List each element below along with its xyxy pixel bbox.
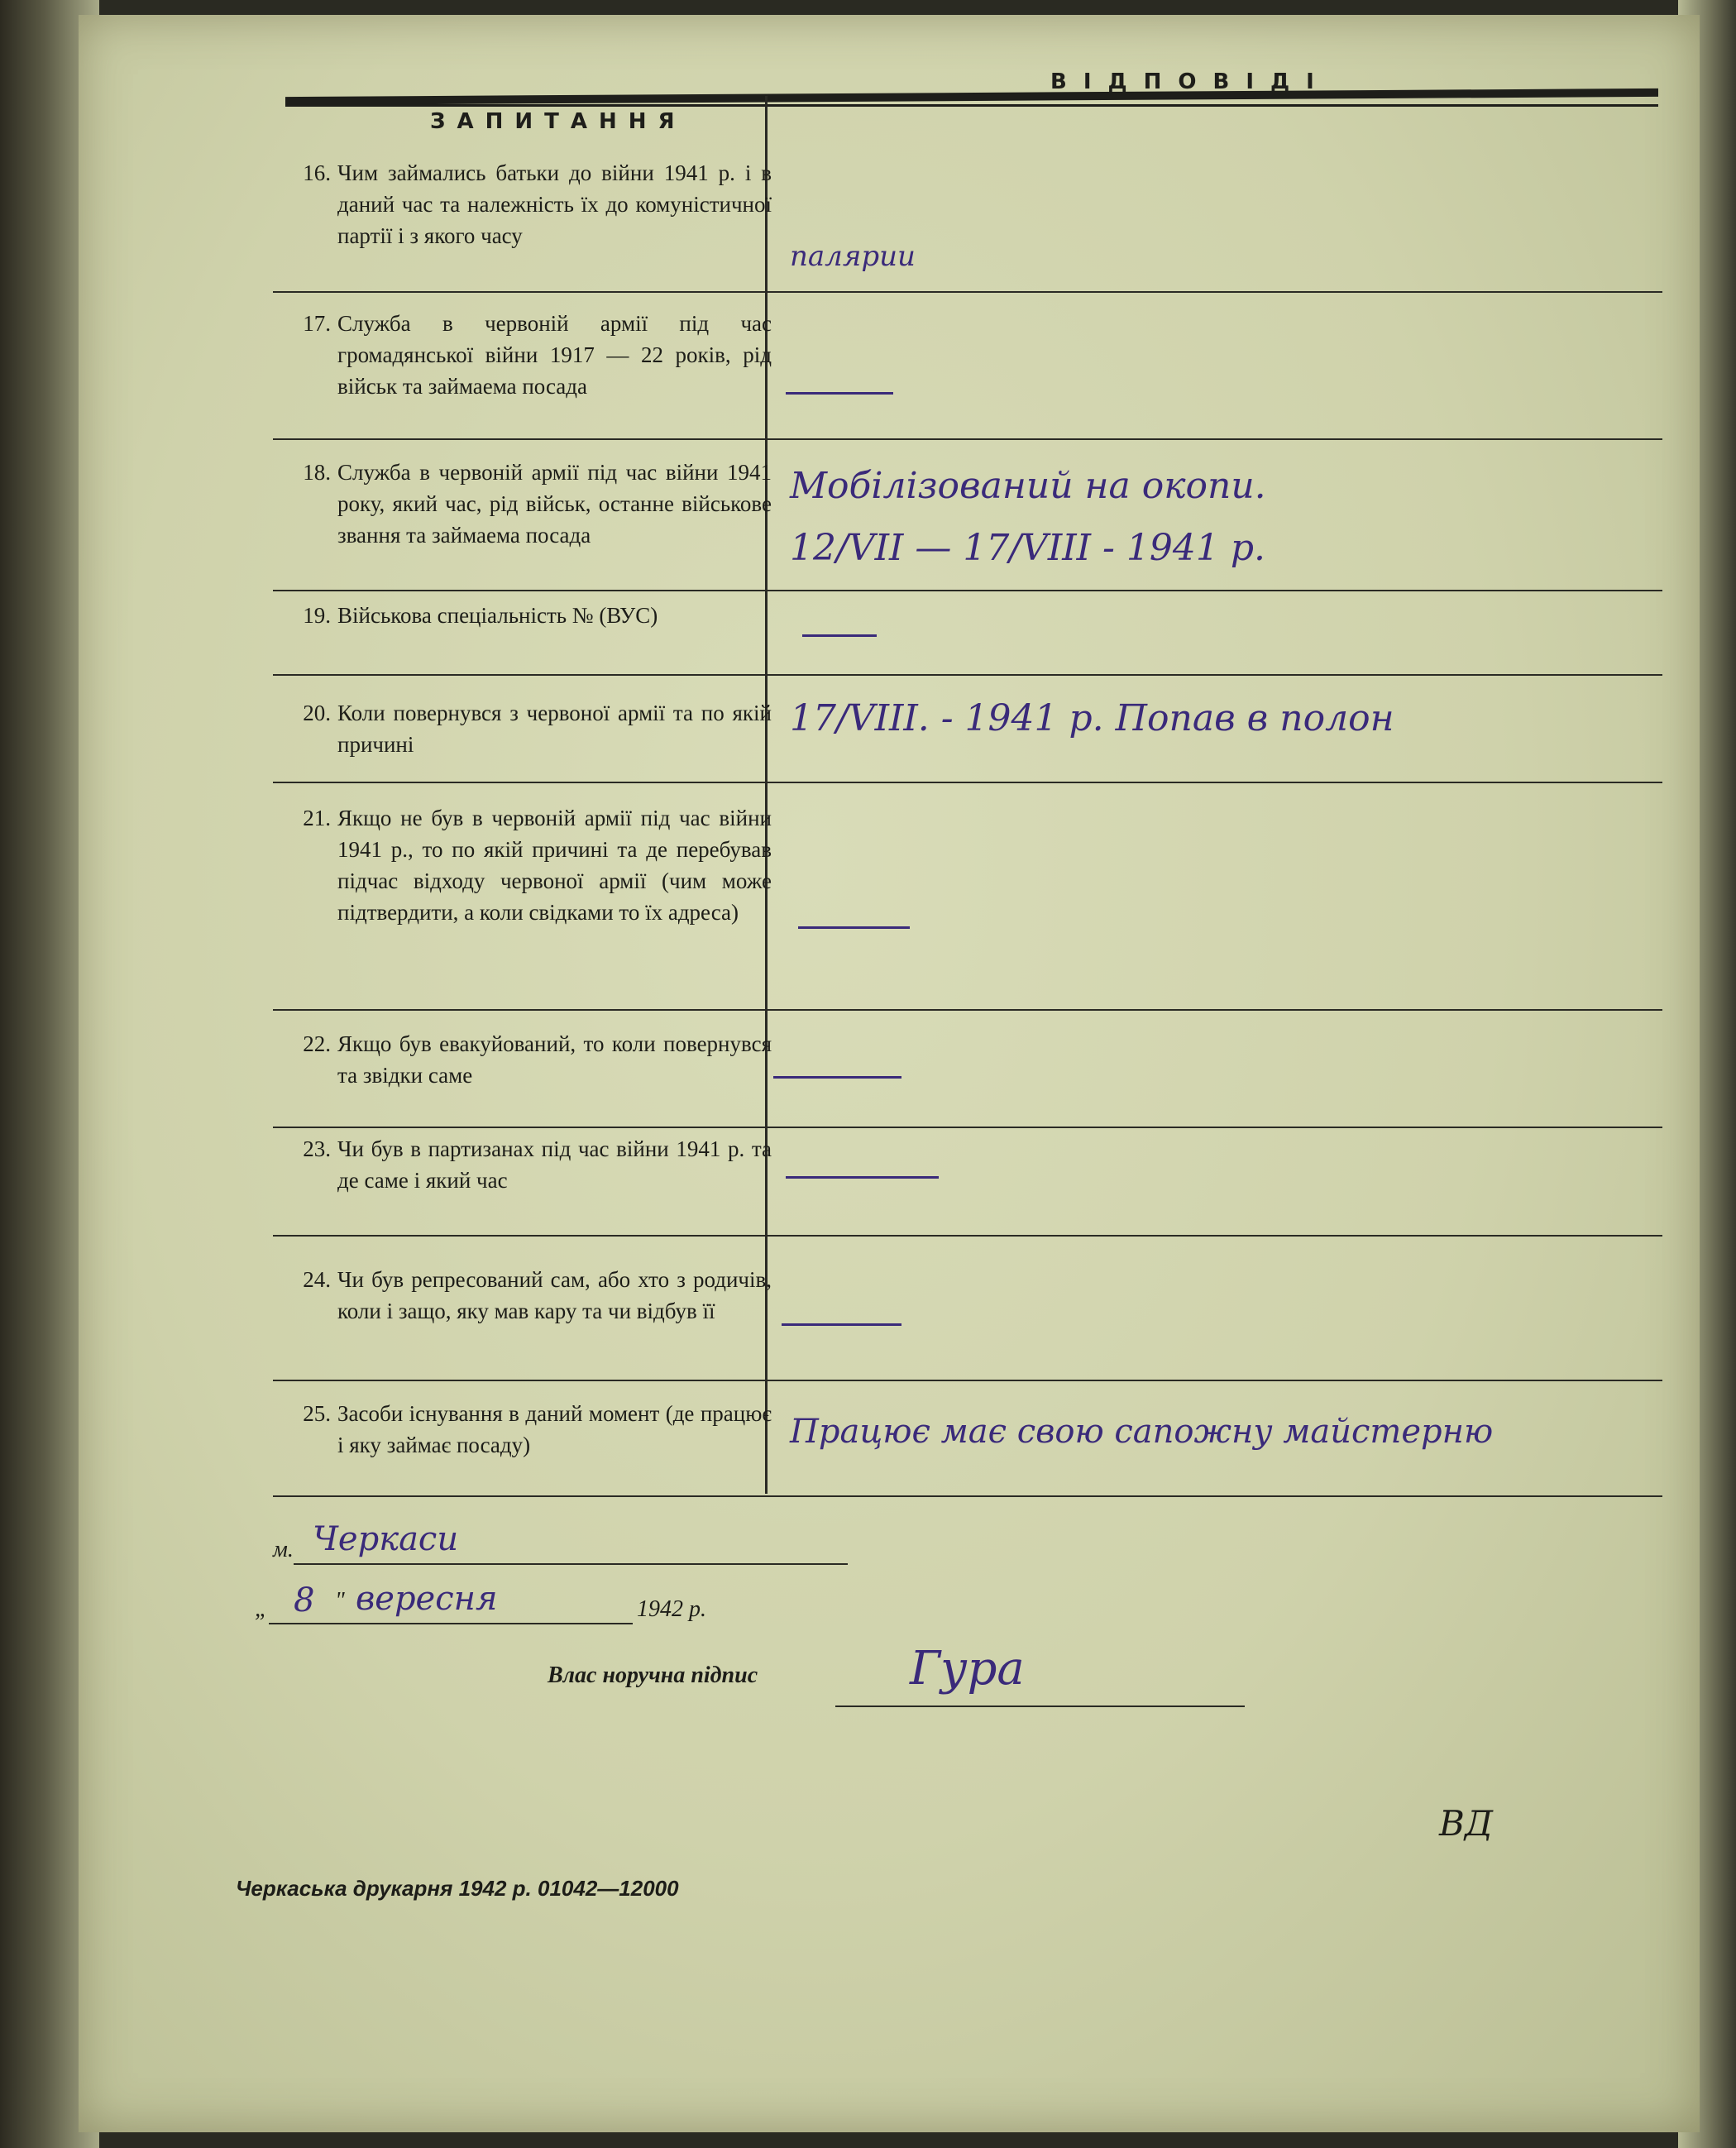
- form-row-25: [273, 1398, 1662, 1497]
- signature-underline: [835, 1705, 1245, 1707]
- row-number: 16.: [303, 160, 331, 185]
- row-answer: Працює має свою сапожну майстерню: [790, 1413, 1494, 1451]
- printer-imprint: Черкаська друкарня 1942 р. 01042—12000: [236, 1876, 679, 1901]
- header-rule-thin: [285, 104, 1658, 107]
- clerk-initials: ВД: [1439, 1803, 1494, 1844]
- row-answer-dates: 12/VII — 17/VIII - 1941 р.: [790, 527, 1266, 569]
- row-question: Служба в червоній армії під час громадянської війни 1917 — 22 років, рід військ та займаема посада: [337, 311, 772, 399]
- answers-header: ВІДПОВІДІ: [1050, 69, 1331, 94]
- form-row-21: [273, 802, 1662, 993]
- answer-dash: [786, 392, 893, 395]
- row-number: 19.: [303, 603, 331, 628]
- row-divider: [273, 1009, 1662, 1011]
- row-answer: 17/VIII. - 1941 р. Попав в полон: [790, 697, 1394, 739]
- date-month: вересня: [356, 1580, 498, 1618]
- questions-header: ЗАПИТАННЯ: [430, 109, 686, 134]
- date-underline: [269, 1623, 633, 1624]
- answer-dash: [773, 1076, 901, 1079]
- row-divider: [273, 782, 1662, 783]
- row-divider: [273, 1235, 1662, 1237]
- date-day: 8: [294, 1581, 315, 1619]
- form-row-16: [273, 157, 1662, 281]
- signature-label: Влас норучна підпис: [548, 1662, 758, 1688]
- answer-dash: [782, 1323, 901, 1326]
- row-number: 21.: [303, 806, 331, 830]
- row-divider: [273, 1380, 1662, 1381]
- form-row-17: [273, 308, 1662, 432]
- row-divider: [273, 291, 1662, 293]
- row-divider: [273, 674, 1662, 676]
- date-year: 1942 р.: [637, 1596, 706, 1622]
- form-row-23: [273, 1133, 1662, 1224]
- row-divider: [273, 1495, 1662, 1497]
- row-answer: Мобілізований на окопи.: [790, 465, 1266, 507]
- form-row-19: [273, 600, 1662, 674]
- date-open-quote: „: [255, 1596, 268, 1622]
- answer-dash: [798, 926, 910, 929]
- form-row-18: [273, 457, 1662, 581]
- row-question: Військова спеціальність № (ВУС): [337, 603, 658, 628]
- row-number: 17.: [303, 311, 331, 336]
- row-number: 20.: [303, 701, 331, 725]
- row-question: Чи був репресований сам, або хто з родичів, коли і защо, яку мав кару та чи відбув її: [337, 1267, 772, 1323]
- place-value: Черкаси: [313, 1520, 459, 1558]
- answer-dash: [786, 1176, 939, 1179]
- form-row-24: [273, 1264, 1662, 1371]
- row-question: Коли повернувся з червоної армії та по якій причині: [337, 701, 772, 757]
- row-question: Чи був в партизанах під час війни 1941 р. та де саме і який час: [337, 1136, 772, 1193]
- row-divider: [273, 1127, 1662, 1128]
- place-underline: [294, 1563, 848, 1565]
- row-number: 24.: [303, 1267, 331, 1292]
- form-row-22: [273, 1028, 1662, 1103]
- row-number: 18.: [303, 460, 331, 485]
- row-question: Якщо не був в червоній армії під час війни 1941 р., то по якій причині та де перебував підчас відходу червоної армії (чим може підтвердити, а коли свідками то їх адреса): [337, 806, 772, 925]
- row-question: Якщо був евакуйований, то коли повернувся та звідки саме: [337, 1031, 772, 1088]
- row-question: Служба в червоній армії під час війни 1941 року, який час, рід військ, останне військове звання та займаема посада: [337, 460, 772, 548]
- signature-value: Гура: [910, 1642, 1025, 1696]
- row-divider: [273, 438, 1662, 440]
- date-close-quote: ": [335, 1588, 345, 1614]
- row-answer: палярии: [790, 240, 916, 273]
- row-question: Засоби існування в даний момент (де працює і яку займає посаду): [337, 1401, 772, 1457]
- row-number: 23.: [303, 1136, 331, 1161]
- row-question: Чим займались батьки до війни 1941 р. і в даний час та належність їх до комуністичної партії і з якого часу: [337, 160, 772, 248]
- place-prefix: м.: [273, 1537, 294, 1562]
- row-divider: [273, 590, 1662, 591]
- answer-dash: [802, 634, 877, 637]
- row-number: 25.: [303, 1401, 331, 1426]
- form-row-20: [273, 697, 1662, 780]
- row-number: 22.: [303, 1031, 331, 1056]
